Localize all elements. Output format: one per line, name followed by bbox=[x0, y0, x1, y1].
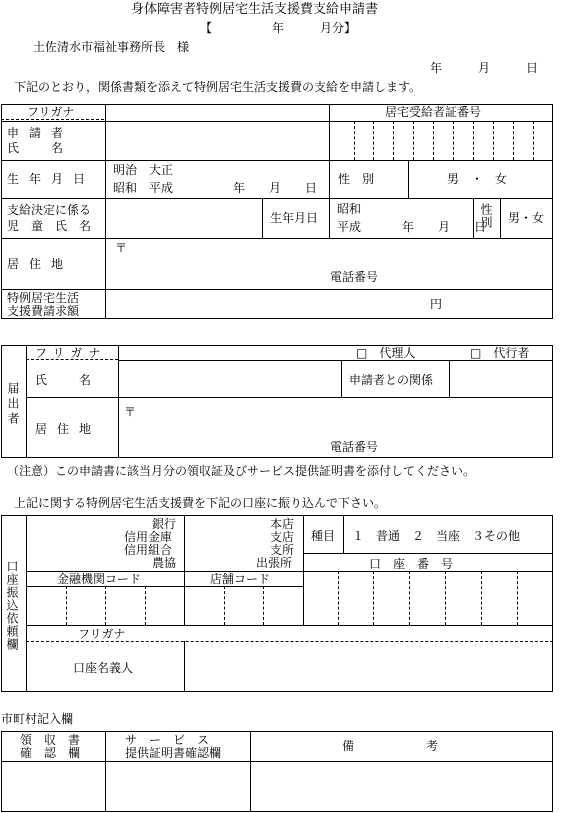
postal-mark: 〒 bbox=[115, 241, 128, 255]
notifier-name-label: 氏 名 bbox=[35, 373, 102, 387]
branch-type-shiten: 支店 bbox=[270, 530, 295, 544]
holder-furigana-label: フリガナ bbox=[78, 627, 126, 641]
inst-type-kumiai: 信用組合 bbox=[124, 543, 173, 557]
child-era-1: 昭和 bbox=[337, 202, 362, 216]
furigana-label: フリガナ bbox=[27, 105, 75, 119]
relation-label: 申請者との関係 bbox=[349, 373, 434, 387]
form-title: 身体障害者特例居宅生活支援費支給申請書 bbox=[131, 2, 379, 17]
era-options-2: 昭和 平成 bbox=[113, 181, 174, 195]
inst-code-label: 金融機関コード bbox=[57, 572, 142, 586]
city-heading: 市町村記入欄 bbox=[1, 712, 74, 726]
inst-type-bank: 銀行 bbox=[152, 517, 177, 531]
address-label: 居住地 bbox=[7, 257, 74, 271]
bank-intro-text: 上記に関する特例居宅生活支援費を下記の口座に振り込んで下さい。 bbox=[14, 496, 387, 510]
inst-type-nokyo: 農協 bbox=[152, 556, 177, 570]
recipient-number-label: 居宅受給者証番号 bbox=[385, 105, 482, 119]
service-check-label-2: 提供証明書確認欄 bbox=[125, 746, 222, 760]
sex-label: 性 別 bbox=[338, 172, 375, 186]
yen-unit: 円 bbox=[430, 297, 443, 311]
applicant-name-field[interactable] bbox=[106, 122, 328, 159]
child-name-field[interactable] bbox=[106, 199, 261, 237]
notifier-address-label: 居住地 bbox=[35, 422, 102, 436]
era-options-1: 明治 大正 bbox=[113, 163, 174, 177]
notifier-vertical-label: 届出者 bbox=[6, 382, 20, 427]
applicant-name-label: 氏 名 bbox=[7, 141, 74, 155]
proxy-checkbox[interactable]: □ 代行者 bbox=[470, 346, 530, 360]
child-label-1: 支給決定に係る bbox=[7, 203, 92, 217]
account-number-label: 口 座 番 号 bbox=[369, 557, 454, 571]
claim-label-2: 支援費請求額 bbox=[7, 304, 80, 318]
holder-name-field[interactable] bbox=[185, 642, 552, 691]
tel-label: 電話番号 bbox=[330, 270, 379, 284]
child-birth-label: 生年月日 bbox=[270, 211, 319, 225]
application-date: 年 月 日 bbox=[430, 61, 539, 75]
birthdate-label: 生年月日 bbox=[7, 172, 96, 186]
agent-checkbox[interactable]: □ 代理人 bbox=[356, 346, 416, 360]
sex-options[interactable]: 男 ・ 女 bbox=[447, 172, 508, 186]
branch-type-honten: 本店 bbox=[270, 517, 295, 531]
remarks-label: 備 考 bbox=[342, 739, 439, 753]
addressee: 土佐清水市福祉事務所長 様 bbox=[33, 40, 190, 54]
child-era-2: 平成 bbox=[337, 220, 362, 234]
notifier-name-field[interactable] bbox=[119, 361, 340, 396]
claim-label-1: 特例居宅生活 bbox=[7, 291, 80, 305]
receipt-check-label-1: 領 収 書 bbox=[20, 733, 81, 747]
birthdate-ymd: 年 月 日 bbox=[233, 181, 318, 195]
period-line: 【 年 月分】 bbox=[200, 21, 357, 35]
child-label-2: 児 童 氏 名 bbox=[7, 219, 92, 233]
bank-vertical-label: 口座振込依頼欄 bbox=[5, 560, 19, 651]
child-sex-options[interactable]: 男・女 bbox=[508, 211, 545, 225]
inst-type-shinkin: 信用金庫 bbox=[124, 530, 173, 544]
account-type-label: 種目 bbox=[311, 529, 336, 543]
intro-text: 下記のとおり，関係書類を添えて特例居宅生活支援費の支給を申請します。 bbox=[14, 80, 422, 94]
receipt-check-label-2: 確 認 欄 bbox=[20, 746, 81, 760]
city-table bbox=[1, 731, 553, 812]
notifier-postal-mark: 〒 bbox=[124, 405, 137, 419]
child-birth-ymd: 年 月 日 bbox=[402, 220, 487, 234]
account-type-options[interactable]: １ 普通 ２ 当座 ３その他 bbox=[352, 529, 521, 543]
branch-type-shucchojo: 出張所 bbox=[256, 556, 293, 570]
recipient-number-field[interactable] bbox=[331, 122, 552, 159]
applicant-label: 申請者 bbox=[7, 126, 74, 140]
branch-type-shisho: 支所 bbox=[270, 543, 295, 557]
child-sex-label: 性別 bbox=[479, 203, 493, 229]
service-check-label-1: サ ー ビ ス bbox=[125, 733, 210, 747]
note-text: （注意）この申請書に該当月分の領収証及びサービス提供証明書を添付してください。 bbox=[7, 464, 476, 478]
notifier-tel-label: 電話番号 bbox=[330, 440, 379, 454]
notifier-furigana-label: フリガナ bbox=[35, 346, 107, 360]
branch-code-label: 店舗コード bbox=[210, 572, 271, 586]
holder-label: 口座名義人 bbox=[73, 661, 134, 675]
